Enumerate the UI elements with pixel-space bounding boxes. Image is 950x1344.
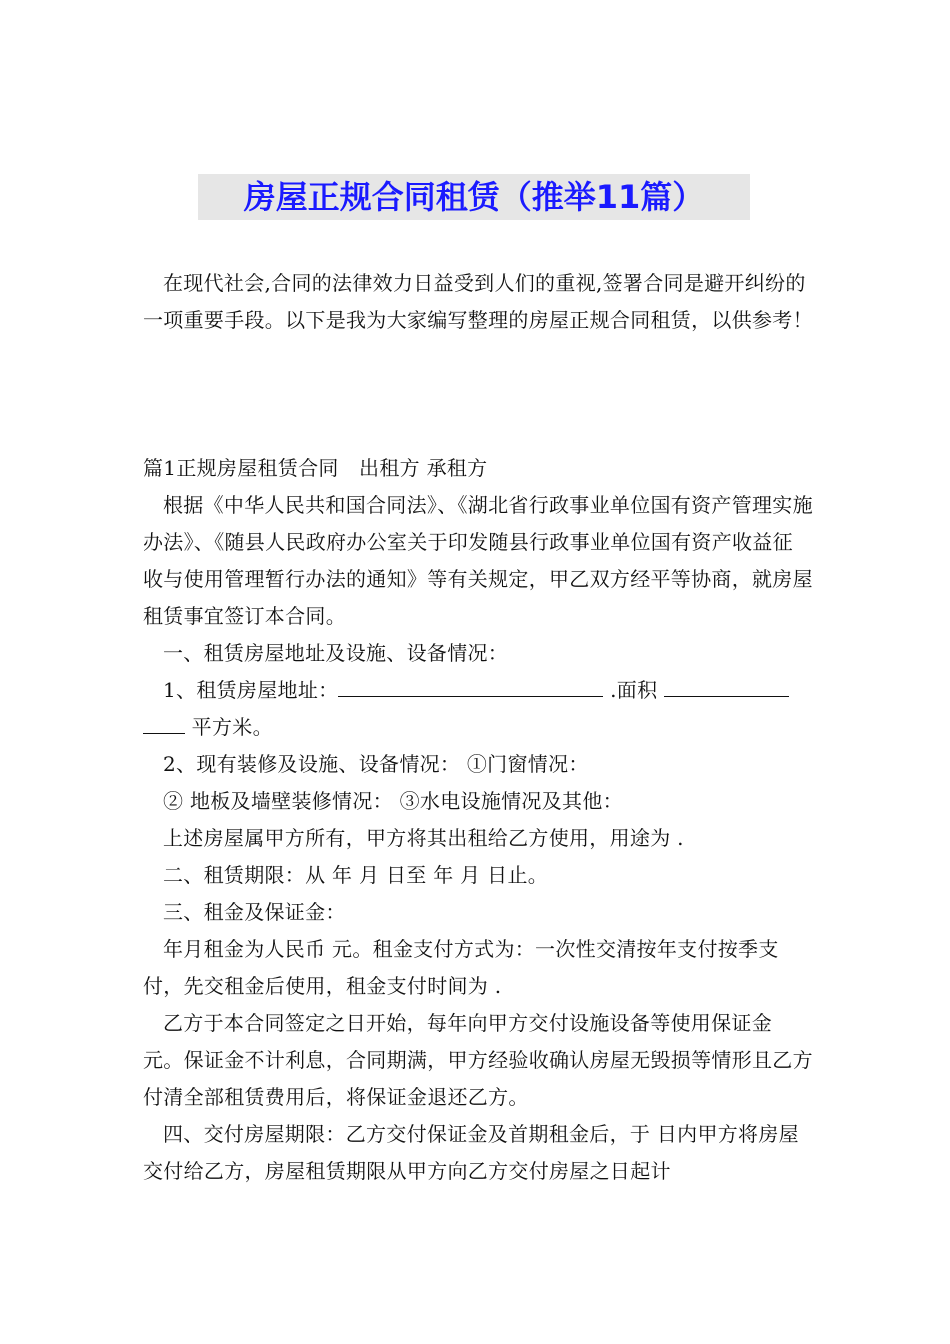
paragraph-term: 二、租赁期限：从 年 月 日至 年 月 日止。 (163, 863, 549, 887)
contract-body (143, 450, 813, 1190)
area-blank (664, 676, 789, 697)
document-title: 房屋正规合同租赁（推举11篇） (243, 178, 705, 216)
paragraph-rent: 年月租金为人民币 元。租金支付方式为：一次性交清按年支付按季支付，先交租金后使用，租金支付时间为 . (143, 937, 779, 998)
paragraph-ownership: 上述房屋属甲方所有，甲方将其出租给乙方使用，用途为 . (163, 826, 684, 850)
paragraph-floor-wall: ② 地板及墙壁装修情况： ③水电设施情况及其他： (163, 789, 623, 813)
paragraph-basis: 根据《中华人民共和国合同法》、《湖北省行政事业单位国有资产管理实施办法》、《随县人民政府办公室关于印发随县行政事业单位国有资产收益征收与使用管理暂行办法的通知》等有关规定，甲乙双方经平等协商，就房屋租赁事宜签订本合同。 (143, 493, 813, 628)
area-label: .面积 (610, 678, 658, 702)
area-blank-continued (143, 713, 185, 734)
intro-block (143, 265, 813, 339)
paragraph-clause-1: 一、租赁房屋地址及设施、设备情况： (163, 641, 509, 665)
paragraph-deposit: 乙方于本合同签定之日开始，每年向甲方交付设施设备等使用保证金 元。保证金不计利息，合同期满，甲方经验收确认房屋无毁损等情形且乙方付清全部租赁费用后，将保证金退还乙方。 (143, 1011, 813, 1109)
paragraph-address (143, 672, 813, 746)
area-unit: 平方米。 (191, 715, 273, 739)
address-blank (338, 676, 603, 697)
paragraph-rent-heading: 三、租金及保证金： (163, 900, 346, 924)
address-label: 1、租赁房屋地址： (163, 678, 339, 702)
intro-paragraph: 在现代社会,合同的法律效力日益受到人们的重视,签署合同是避开纠纷的一项重要手段。以下是我为大家编写整理的房屋正规合同租赁，以供参考！ (143, 271, 813, 332)
paragraph-delivery: 四、交付房屋期限：乙方交付保证金及首期租金后，于 日内甲方将房屋交付给乙方，房屋租赁期限从甲方向乙方交付房屋之日起计 (143, 1122, 799, 1183)
paragraph-facilities: 2、现有装修及设施、设备情况： ①门窗情况： (163, 752, 589, 776)
section-heading: 篇1正规房屋租赁合同 出租方 承租方 (143, 456, 488, 480)
